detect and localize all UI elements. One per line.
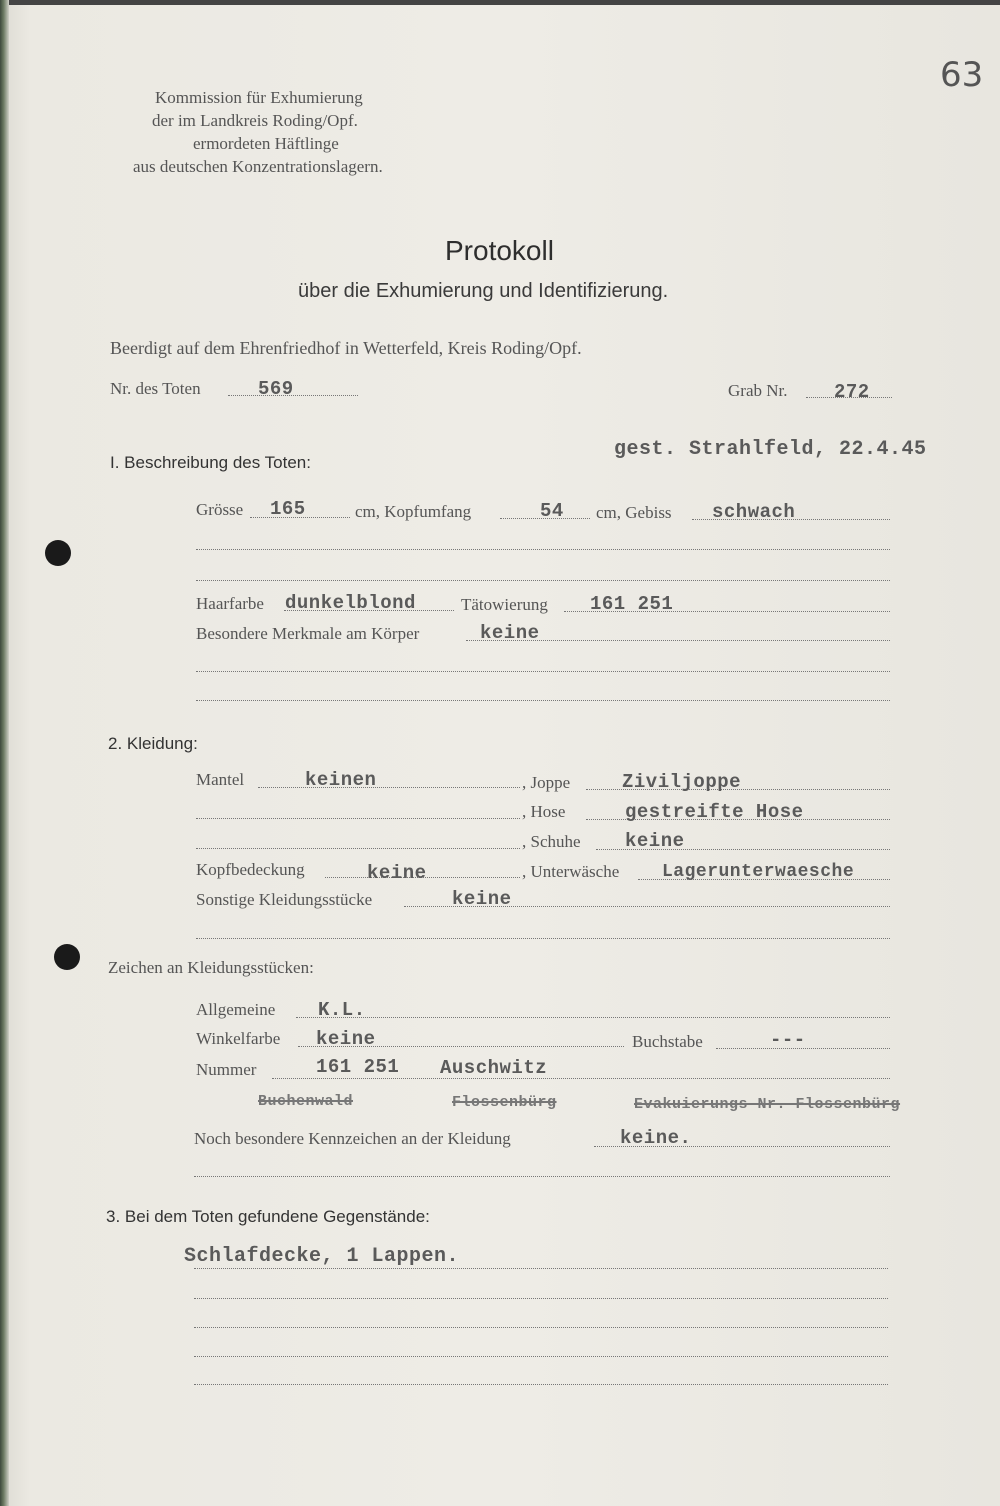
triangle-color-label: Winkelfarbe (196, 1029, 281, 1048)
height-value: 165 (270, 498, 306, 520)
document-subtitle: über die Exhumierung und Identifizierung. (298, 280, 669, 302)
height-label: Grösse (196, 500, 244, 519)
jacket-value: Ziviljoppe (622, 771, 742, 793)
section-3-title: 3. Bei dem Toten gefundene Gegenstände: (106, 1207, 430, 1226)
trousers-label: , Hose (522, 802, 566, 821)
punch-hole-bottom (54, 944, 80, 970)
jacket-label: , Joppe (522, 773, 571, 792)
number-label: Nummer (196, 1060, 257, 1079)
struck-flossenbuerg: Flossenbürg (452, 1094, 557, 1111)
tattoo-label: Tätowierung (461, 595, 548, 614)
underwear-label: , Unterwäsche (522, 862, 620, 881)
scan-top-border (0, 0, 1000, 5)
struck-evacuation-number: Evakuierungs-Nr. Flossenbürg (634, 1096, 901, 1113)
struck-buchenwald: Buchenwald (258, 1093, 354, 1110)
trousers-value: gestreifte Hose (625, 801, 804, 823)
marks-label: Besondere Merkmale am Körper (196, 624, 420, 643)
shoes-value: keine (625, 830, 685, 852)
page-number: 63 (940, 55, 984, 95)
header-line-2: der im Landkreis Roding/Opf. (152, 111, 358, 130)
other-clothing-value: keine (452, 888, 512, 910)
document-title: Protokoll (445, 235, 554, 266)
head-circumference-value: 54 (540, 500, 564, 522)
general-label: Allgemeine (196, 1000, 276, 1019)
marks-value: keine (480, 622, 540, 644)
header-line-4: aus deutschen Konzentrationslagern. (133, 157, 383, 176)
section-1-title: I. Beschreibung des Toten: (110, 453, 311, 472)
number-camp: Auschwitz (440, 1057, 548, 1079)
hair-value: dunkelblond (285, 592, 416, 614)
coat-value: keinen (305, 769, 377, 791)
header-line-3: ermordeten Häftlinge (193, 134, 339, 153)
other-marks-label: Noch besondere Kennzeichen an der Kleidung (194, 1129, 511, 1148)
header-line-1: Kommission für Exhumierung (155, 88, 363, 107)
grave-number-value: 272 (834, 381, 870, 403)
section-2-title: 2. Kleidung: (108, 734, 198, 753)
other-clothing-label: Sonstige Kleidungsstücke (196, 890, 373, 909)
general-value: K.L. (318, 999, 366, 1021)
items-found-value: Schlafdecke, 1 Lappen. (184, 1245, 460, 1268)
death-note: gest. Strahlfeld, 22.4.45 (614, 438, 927, 461)
tattoo-value: 161 251 (590, 593, 674, 615)
grave-number-label: Grab Nr. (728, 381, 788, 400)
coat-label: Mantel (196, 770, 245, 789)
underwear-value: Lagerunterwaesche (662, 862, 855, 882)
scan-left-edge (0, 0, 9, 1506)
hair-label: Haarfarbe (196, 594, 264, 613)
punch-hole-top (45, 540, 71, 566)
height-unit: cm, Kopfumfang (355, 502, 472, 521)
letter-label: Buchstabe (632, 1032, 703, 1051)
shoes-label: , Schuhe (522, 832, 581, 851)
headgear-label: Kopfbedeckung (196, 860, 305, 879)
burial-place: Beerdigt auf dem Ehrenfriedhof in Wetterfeld, Kreis Roding/Opf. (110, 338, 582, 358)
triangle-color-value: keine (316, 1028, 376, 1050)
teeth-value: schwach (712, 501, 796, 523)
marks-section-title: Zeichen an Kleidungsstücken: (108, 958, 314, 977)
dead-number-value: 569 (258, 378, 294, 400)
headgear-value: keine (367, 862, 427, 884)
other-marks-value: keine. (620, 1127, 692, 1149)
number-value: 161 251 (316, 1056, 400, 1078)
head-unit: cm, Gebiss (596, 503, 672, 522)
letter-value: --- (770, 1029, 806, 1051)
dead-number-label: Nr. des Toten (110, 379, 201, 398)
